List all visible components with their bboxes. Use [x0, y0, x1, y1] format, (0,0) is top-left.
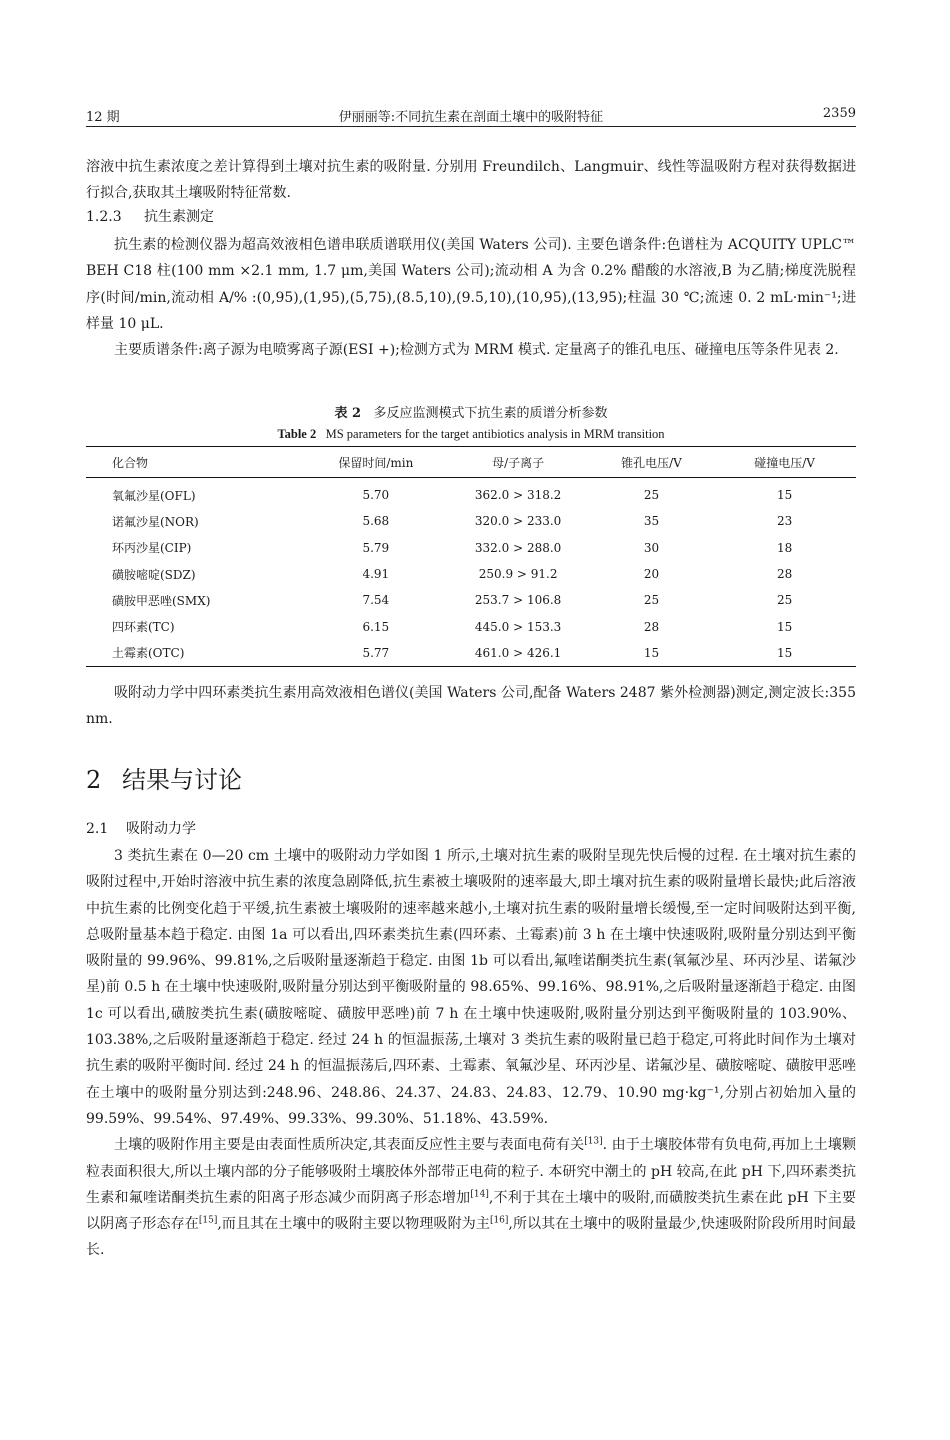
section-heading-2 [86, 760, 242, 795]
table-caption-en [86, 427, 856, 442]
cell-compound: 磺胺甲恶唑(SMX) [112, 593, 211, 608]
mechanism-text-a: 土壤的吸附作用主要是由表面性质所决定,其表面反应性主要与表面电荷有关 [114, 1137, 585, 1154]
col-header-cone: 锥孔电压/V [590, 447, 714, 478]
subsection-number: 2.1 [86, 821, 109, 837]
table-title-cn: 多反应监测模式下抗生素的质谱分析参数 [373, 406, 608, 421]
paragraph-kinetics: 3 类抗生素在 0—20 cm 土壤中的吸附动力学如图 1 所示,土壤对抗生素的吸附呈现先快后慢的过程. 在土壤对抗生素的吸附过程中,开始时溶液中抗生素的浓度急剧降低,抗生素被土壤吸附的速率最大,即土壤对抗生素的吸附量增长最快;此后溶液中抗生素的比例变化趋于平缓,抗生素被土壤吸附的速率越来越小,土壤对抗生素的吸附量增长缓慢,至一定时间吸附达到平衡,总吸附量基本趋于稳定. 由图 1a 可以看出,四环素类抗生素(四环素、土霉素)前 3 h 在土壤中快速吸附,吸附量分别达到平衡吸附量的 99.96%、99.81%,之后吸附量逐渐趋于稳定. 由图 1b 可以看出,氟喹诺酮类抗生素(氧氟沙星、环丙沙星、诺氟沙星)前 0.5 h 在土壤中快速吸附,吸附量分别达到平衡吸附量的 98.65%、99.16%、98.91%,之后吸附量逐渐趋于稳定. 由图 1c 可以看出,磺胺类抗生素(磺胺嘧啶、磺胺甲恶唑)前 7 h 在土壤中快速吸附,吸附量分别达到平衡吸附量的 103.90%、103.38%,之后吸附量逐渐趋于稳定. 经过 24 h 的恒温振荡,土壤对 3 类抗生素的吸附量已趋于稳定,可将此时间作为土壤对抗生素的吸附平衡时间. 经过 24 h 的恒温振荡后,四环素、土霉素、氧氟沙星、环丙沙星、诺氟沙星、磺胺嘧啶、磺胺甲恶唑在土壤中的吸附量分别达到:248.96、248.86、24.37、24.83、24.83、12.79、10.90 mg·kg⁻¹,分别占初始加入量的 99.59%、99.54%、97.49%、99.33%、99.30%、51.18%、43.59%. [86, 848, 856, 1127]
citation-14: [14] [470, 1189, 489, 1200]
mechanism-text-e: ,所以其在土壤中的吸附量最少,快速吸附阶段所用时间最长. [86, 1216, 856, 1259]
page-number: 2359 [822, 106, 856, 121]
citation-16: [16] [489, 1215, 509, 1226]
table-header-row [86, 447, 856, 478]
cell-collision: 15 [776, 619, 793, 634]
table-row [86, 613, 856, 639]
cell-collision: 25 [776, 593, 793, 608]
cell-compound: 氧氟沙星(OFL) [112, 488, 196, 503]
table-row [86, 478, 856, 509]
cell-cone: 25 [643, 593, 660, 608]
cell-cone: 15 [643, 645, 660, 660]
table-row [86, 587, 856, 613]
intro-paragraph: 溶液中抗生素浓度之差计算得到土壤对抗生素的吸附量. 分别用 Freundilch、Langmuir、线性等温吸附方程对获得数据进行拟合,获取其土壤吸附特征常数. [86, 159, 856, 202]
post-table-paragraph-block [86, 680, 856, 733]
cell-cone: 28 [643, 619, 660, 634]
cell-ions: 332.0 > 288.0 [474, 540, 562, 555]
cell-ions: 253.7 > 106.8 [474, 593, 562, 608]
cell-retention: 5.79 [362, 540, 390, 555]
table-label-en: Table 2 [277, 427, 317, 441]
mechanism-text-d: ,而且其在土壤中的吸附主要以物理吸附为主 [217, 1216, 490, 1233]
section-number: 2 [86, 766, 102, 794]
cell-compound: 土霉素(OTC) [112, 646, 185, 661]
table-row [86, 640, 856, 667]
cell-retention: 6.15 [362, 619, 390, 634]
col-header-compound: 化合物 [86, 447, 305, 478]
cell-cone: 35 [643, 514, 660, 529]
section-1-2-3-body [86, 232, 856, 363]
cell-collision: 18 [776, 540, 793, 555]
ms-parameters-table [86, 446, 856, 667]
table-title-en: MS parameters for the target antibiotics analysis in MRM transition [325, 427, 665, 441]
subsection-title: 吸附动力学 [126, 821, 196, 837]
cell-retention: 5.68 [362, 514, 390, 529]
paragraph-mechanism [86, 1132, 856, 1263]
cell-ions: 445.0 > 153.3 [474, 619, 562, 634]
cell-ions: 250.9 > 91.2 [478, 567, 558, 582]
table-label-cn: 表 2 [334, 406, 362, 421]
cell-compound: 四环素(TC) [112, 620, 175, 635]
cell-cone: 25 [643, 488, 660, 503]
paragraph-hplc: 吸附动力学中四环素类抗生素用高效液相色谱仪(美国 Waters 公司,配备 Waters 2487 紫外检测器)测定,测定波长:355 nm. [86, 685, 856, 728]
section-2-1-body [86, 843, 856, 1264]
intro-paragraph-block [86, 154, 856, 207]
table-row [86, 535, 856, 561]
cell-compound: 环丙沙星(CIP) [112, 541, 192, 556]
section-title: 结果与讨论 [122, 766, 242, 794]
cell-compound: 诺氟沙星(NOR) [112, 514, 199, 529]
subsection-heading-1-2-3 [86, 206, 214, 226]
cell-retention: 5.77 [362, 645, 390, 660]
subsection-heading-2-1 [86, 818, 196, 838]
cell-cone: 30 [643, 540, 660, 555]
cell-compound: 磺胺嘧啶(SDZ) [112, 567, 196, 582]
mechanism-text-b: . 由于土壤胶体带有负电荷,再加上土壤颗粒表面积很大,所以土壤内部的分子能够吸附土壤胶体外部带正电荷的粒子. 本研究中潮土的 pH 较高,在此 pH 下,四环素类抗生素和氟喹诺酮类抗生素的阳离子形态减少而阴离子形态增加 [86, 1137, 856, 1206]
cell-retention: 7.54 [362, 593, 390, 608]
cell-retention: 4.91 [362, 567, 390, 582]
cell-ions: 461.0 > 426.1 [474, 645, 562, 660]
cell-collision: 15 [776, 488, 793, 503]
mechanism-text-c: ,不利于其在土壤中的吸附,而磺胺类抗生素在此 pH 下主要以阴离子形态存在 [86, 1189, 856, 1233]
table-caption-cn [86, 402, 856, 421]
table-row [86, 561, 856, 587]
issue-number: 12 期 [86, 110, 120, 125]
col-header-retention: 保留时间/min [305, 447, 446, 478]
citation-13: [13] [584, 1136, 603, 1147]
cell-collision: 23 [776, 514, 793, 529]
table-row [86, 508, 856, 534]
cell-ions: 320.0 > 233.0 [474, 514, 562, 529]
cell-cone: 20 [643, 567, 660, 582]
cell-collision: 28 [776, 567, 793, 582]
paragraph-chromatography: 抗生素的检测仪器为超高效液相色谱串联质谱联用仪(美国 Waters 公司). 主要色谱条件:色谱柱为 ACQUITY UPLC™ BEH C18 柱(100 mm ×2.1 mm, 1.7 μm,美国 Waters 公司);流动相 A 为含 0.2% 醋酸的水溶液,B 为乙腈;梯度洗脱程序(时间/min,流动相 A/% :(0,95),(1,95),(5,75),(8.5,10),(9.5,10),(10,95),(13,95);柱温 30 ℃;流速 0. 2 mL·min⁻¹;进样量 10 μL. [86, 237, 856, 332]
col-header-collision: 碰撞电压/V [713, 447, 856, 478]
paragraph-mass-spec: 主要质谱条件:离子源为电喷雾离子源(ESI +);检测方式为 MRM 模式. 定量离子的锥孔电压、碰撞电压等条件见表 2. [114, 342, 839, 359]
running-title: 伊丽丽等:不同抗生素在剖面土壤中的吸附特征 [338, 110, 604, 125]
cell-retention: 5.70 [362, 488, 390, 503]
running-header [86, 104, 856, 127]
subsection-number: 1.2.3 [86, 209, 122, 225]
col-header-ions: 母/子离子 [447, 447, 590, 478]
cell-ions: 362.0 > 318.2 [474, 488, 562, 503]
citation-15: [15] [198, 1215, 218, 1226]
subsection-title: 抗生素测定 [144, 209, 214, 225]
cell-collision: 15 [776, 645, 793, 660]
